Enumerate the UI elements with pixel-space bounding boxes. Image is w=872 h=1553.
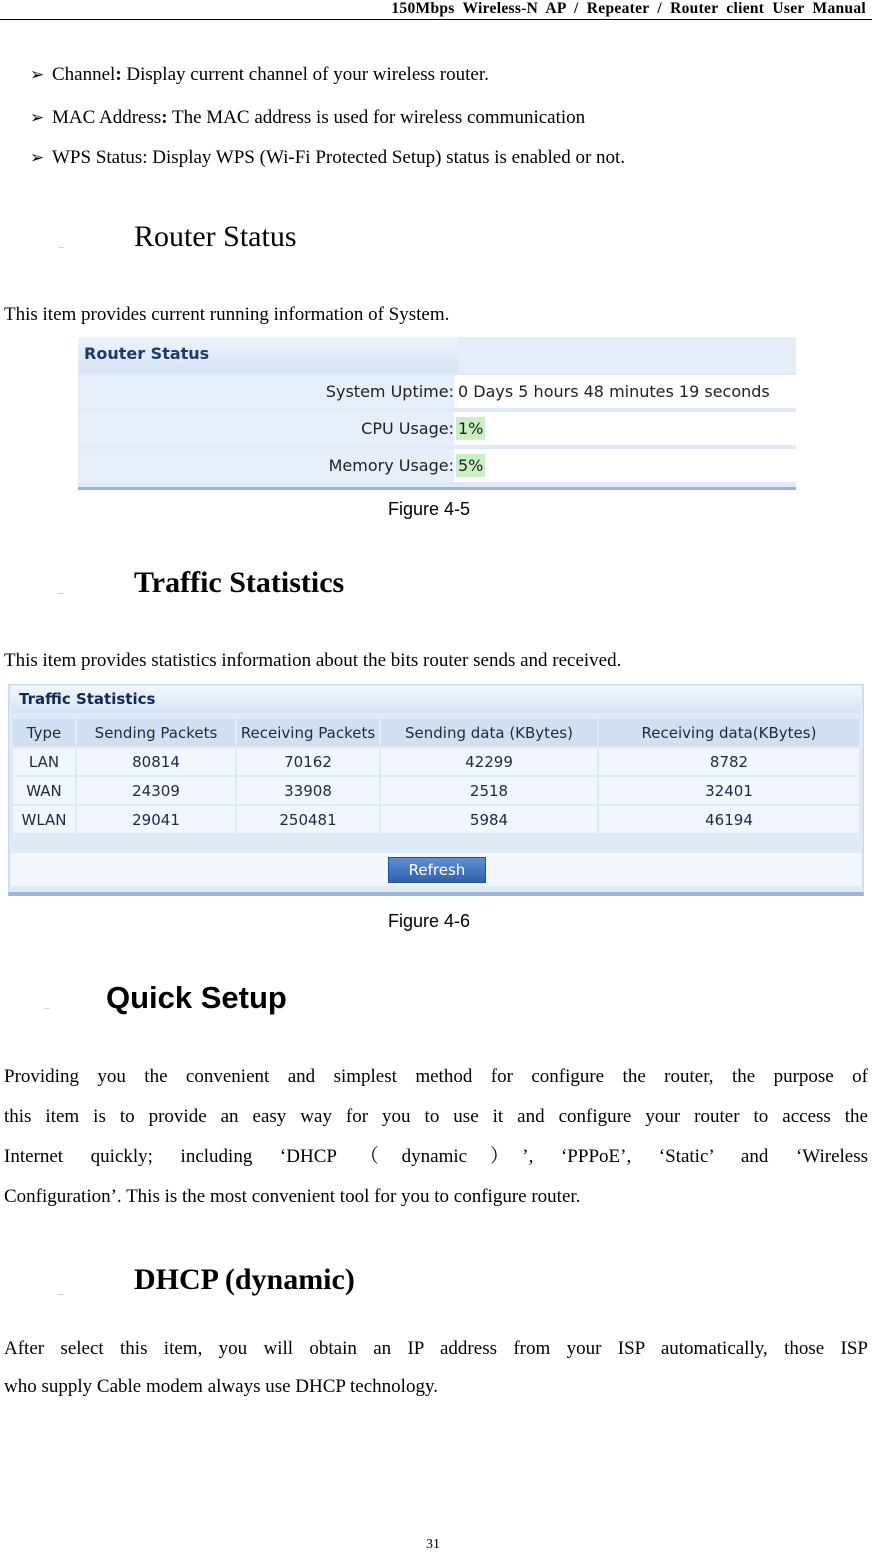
section-title-traffic-statistics: Traffic Statistics bbox=[134, 566, 345, 599]
router-status-panel-heading bbox=[78, 337, 458, 373]
traffic-panel-heading bbox=[11, 686, 861, 713]
refresh-row bbox=[11, 853, 861, 886]
bullet-label: WPS Status: Display WPS (Wi-Fi Protected Setup) status is enabled or not. bbox=[52, 147, 626, 168]
status-value: 1% bbox=[456, 412, 796, 445]
status-label: System Uptime: bbox=[78, 375, 456, 408]
traffic-intro: This item provides statistics information about the bits router sends and received. bbox=[4, 650, 622, 671]
table-row bbox=[13, 748, 859, 775]
bullet-text: Display current channel of your wireless router. bbox=[121, 64, 489, 85]
table-cell: 70162 bbox=[237, 748, 379, 775]
traffic-statistics-panel bbox=[8, 684, 864, 896]
quick-setup-line: Internet quickly; including ‘DHCP（dynamic）’, ‘PPPoE’, ‘Static’ and ‘Wireless bbox=[4, 1146, 868, 1167]
dhcp-line: After select this item, you will obtain an IP address from your ISP automatically, those ISP bbox=[4, 1338, 868, 1359]
traffic-table bbox=[11, 717, 861, 835]
manual-header-title: 150Mbps Wireless-N AP / Repeater / Router client User Manual bbox=[391, 0, 866, 17]
section-marker: — bbox=[44, 1006, 50, 1012]
table-cell: 33908 bbox=[237, 777, 379, 804]
panel-heading-filler bbox=[458, 337, 796, 373]
column-header: Sending Packets bbox=[77, 719, 235, 746]
status-label: CPU Usage: bbox=[78, 412, 456, 445]
table-cell: 8782 bbox=[599, 748, 859, 775]
refresh-button[interactable]: Refresh bbox=[388, 857, 486, 883]
figure-caption-4-5: Figure 4-5 bbox=[388, 499, 471, 519]
table-cell: 24309 bbox=[77, 777, 235, 804]
quick-setup-line: Providing you the convenient and simplest method for configure the router, the purpose of bbox=[4, 1066, 868, 1087]
section-title-dhcp: DHCP (dynamic) bbox=[134, 1263, 355, 1296]
table-cell: 250481 bbox=[237, 806, 379, 833]
status-row-uptime bbox=[78, 375, 796, 408]
section-title-router-status: Router Status bbox=[134, 220, 297, 253]
column-header: Receiving data(KBytes) bbox=[599, 719, 859, 746]
section-title-quick-setup: Quick Setup bbox=[106, 980, 287, 1015]
bullet-sep: : bbox=[161, 107, 168, 128]
table-cell: 2518 bbox=[381, 777, 597, 804]
arrow-bullet-icon: ➢ bbox=[30, 148, 45, 168]
table-row bbox=[13, 806, 859, 833]
table-cell: 5984 bbox=[381, 806, 597, 833]
router-status-panel bbox=[78, 337, 796, 490]
section-marker: — bbox=[58, 245, 64, 251]
quick-setup-line: this item is to provide an easy way for you to use it and configure your router to access the bbox=[4, 1106, 868, 1127]
status-row-cpu bbox=[78, 412, 796, 445]
table-cell: 46194 bbox=[599, 806, 859, 833]
status-value: 0 Days 5 hours 48 minutes 19 seconds bbox=[456, 375, 796, 408]
table-cell: 32401 bbox=[599, 777, 859, 804]
quick-setup-line: Configuration’. This is the most convenient tool for you to configure router. bbox=[4, 1186, 581, 1207]
table-cell: 80814 bbox=[77, 748, 235, 775]
dhcp-line: who supply Cable modem always use DHCP technology. bbox=[4, 1376, 438, 1397]
bullet-label: MAC Address bbox=[52, 107, 162, 128]
header-rule bbox=[0, 19, 872, 20]
bullet-channel bbox=[30, 64, 489, 86]
table-cell: 29041 bbox=[77, 806, 235, 833]
table-cell: 42299 bbox=[381, 748, 597, 775]
page-number: 31 bbox=[426, 1537, 440, 1552]
table-header-row bbox=[13, 719, 859, 746]
bullet-sep: : bbox=[115, 64, 122, 85]
table-cell: WLAN bbox=[13, 806, 75, 833]
status-label: Memory Usage: bbox=[78, 449, 456, 482]
column-header: Receiving Packets bbox=[237, 719, 379, 746]
table-cell: LAN bbox=[13, 748, 75, 775]
bullet-text: The MAC address is used for wireless communication bbox=[167, 107, 586, 128]
table-cell: WAN bbox=[13, 777, 75, 804]
table-row bbox=[13, 777, 859, 804]
figure-caption-4-6: Figure 4-6 bbox=[388, 911, 471, 931]
column-header: Sending data (KBytes) bbox=[381, 719, 597, 746]
status-row-memory bbox=[78, 449, 796, 482]
column-header: Type bbox=[13, 719, 75, 746]
section-marker: — bbox=[58, 591, 64, 597]
bullet-mac-address bbox=[30, 107, 585, 129]
bullet-wps-status bbox=[30, 147, 625, 169]
arrow-bullet-icon: ➢ bbox=[30, 108, 45, 128]
section-marker: — bbox=[58, 1292, 64, 1298]
arrow-bullet-icon: ➢ bbox=[30, 65, 45, 85]
status-value: 5% bbox=[456, 449, 796, 482]
panel-heading-text: Router Status bbox=[84, 344, 210, 363]
bullet-label: Channel bbox=[52, 64, 116, 85]
panel-heading-text: Traffic Statistics bbox=[19, 690, 156, 708]
router-status-intro: This item provides current running information of System. bbox=[4, 304, 450, 325]
